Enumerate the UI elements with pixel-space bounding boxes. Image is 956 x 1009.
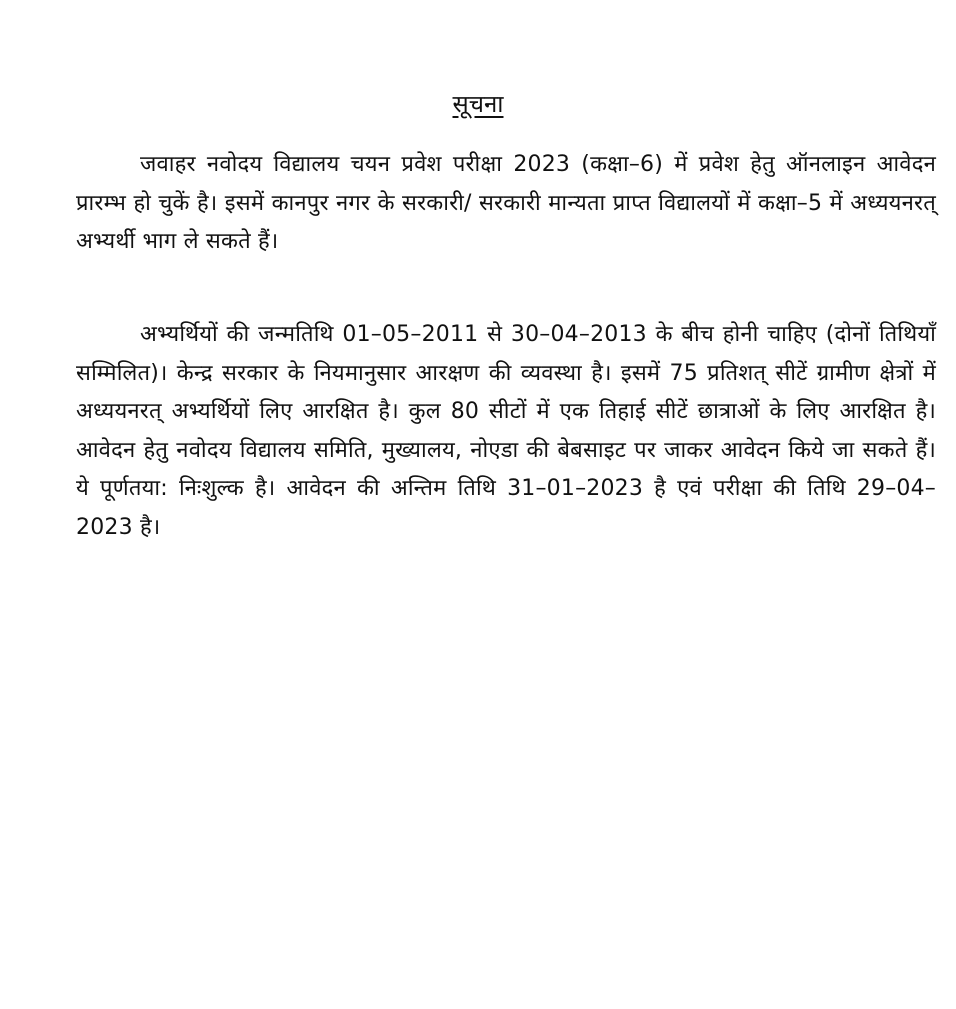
notice-title-text: सूचना <box>452 90 504 118</box>
paragraph-1-text: जवाहर नवोदय विद्यालय चयन प्रवेश परीक्षा 2023 (कक्षा–6) में प्रवेश हेतु ऑनलाइन आवेदन प्रारम्भ हो चुकें है। इसमें कानपुर नगर के सरकारी/ सरकारी मान्यता प्राप्त विद्यालयों में कक्षा–5 में अध्ययनरत् अभ्यर्थी भाग ले सकते हैं। <box>76 152 936 254</box>
paragraph-2-text: अभ्यर्थियों की जन्मतिथि 01–05–2011 से 30–04–2013 के बीच होनी चाहिए (दोनों तिथियाँ सम्मिलित)। केन्द्र सरकार के नियमानुसार आरक्षण की व्यवस्था है। इसमें 75 प्रतिशत् सीटें ग्रामीण क्षेत्रों में अध्ययनरत् अभ्यर्थियों लिए आरक्षित है। कुल 80 सीटों में एक तिहाई सीटें छात्राओं के लिए आरक्षित है। आवेदन हेतु नवोदय विद्यालय समिति, मुख्यालय, नोएडा की बेबसाइट पर जाकर आवेदन किये जा सकते हैं। ये पूर्णतया: निःशुल्क है। आवेदन की अन्तिम तिथि 31–01–2023 है एवं परीक्षा की तिथि 29–04–2023 है। <box>76 322 936 540</box>
notice-title <box>0 88 956 120</box>
notice-paragraph-1 <box>76 146 936 262</box>
notice-paragraph-2 <box>76 316 936 547</box>
